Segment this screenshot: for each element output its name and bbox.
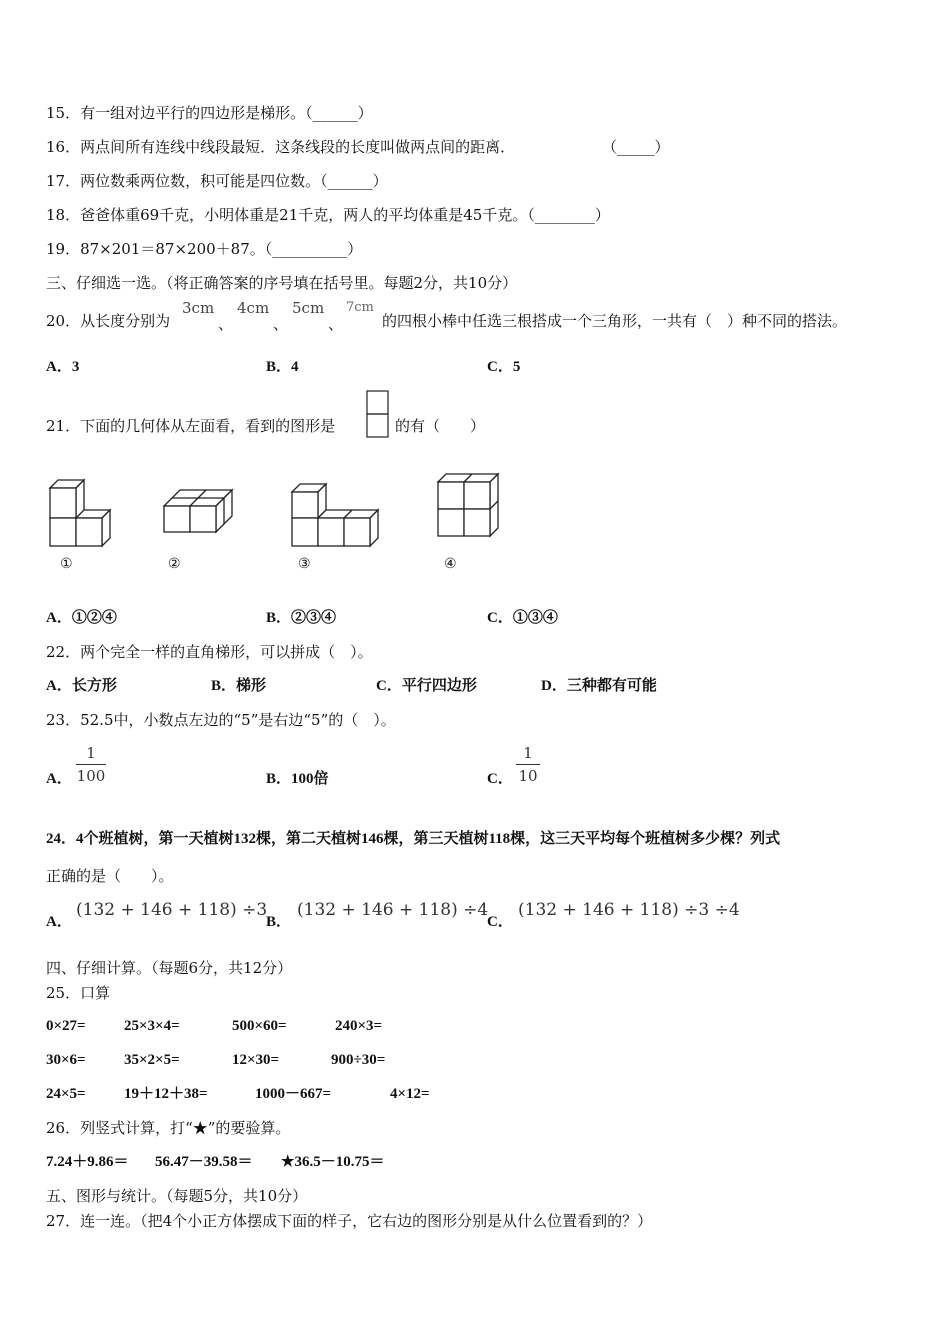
q26-item-1: 7.24＋9.86＝ bbox=[46, 1154, 129, 1170]
q24-expression-a: (132 + 146 + 118) ÷3 bbox=[76, 900, 268, 920]
section3-heading: 三、仔细选一选。（将正确答案的序号填在括号里。每题2分，共10分） bbox=[46, 274, 518, 292]
q21-option-b: B．②③④ bbox=[266, 610, 337, 626]
q20-length-4: 7cm bbox=[346, 300, 374, 315]
q20-option-c: C．5 bbox=[487, 359, 521, 375]
q20-length-1: 3cm bbox=[182, 299, 215, 317]
q20-length-2: 4cm bbox=[237, 299, 270, 317]
q24-expression-b: (132 + 146 + 118) ÷4 bbox=[297, 900, 489, 920]
q23-fraction-c bbox=[516, 744, 540, 785]
section5-heading: 五、图形与统计。（每题5分，共10分） bbox=[46, 1187, 308, 1205]
q21-figure-label-3: ③ bbox=[298, 556, 311, 572]
q21-figure-label-2: ② bbox=[168, 556, 181, 572]
q21-figure-label-4: ④ bbox=[444, 556, 457, 572]
q26-title: 26．列竖式计算，打“★”的要验算。 bbox=[46, 1119, 291, 1137]
q20-sep-1: 、 bbox=[218, 315, 234, 333]
q17: 17．两位数乘两位数，积可能是四位数。（______） bbox=[46, 172, 388, 190]
q25-cell: 0×27= bbox=[46, 1018, 86, 1034]
q25-cell: 12×30= bbox=[232, 1052, 280, 1068]
q23-fraction-c-numerator: 1 bbox=[523, 744, 533, 762]
q22-option-b: B．梯形 bbox=[211, 678, 267, 694]
q26-item-3: ★36.5－10.75＝ bbox=[281, 1154, 385, 1170]
section4-heading: 四、仔细计算。（每题6分，共12分） bbox=[46, 959, 293, 977]
q25-cell: 30×6= bbox=[46, 1052, 86, 1068]
q20-option-b: B．4 bbox=[266, 359, 299, 375]
q22-option-c: C．平行四边形 bbox=[376, 678, 477, 694]
q22-text: 22．两个完全一样的直角梯形，可以拼成（ ）。 bbox=[46, 643, 373, 661]
q20-suffix: 的四根小棒中任选三根搭成一个三角形，一共有（ ）种不同的搭法。 bbox=[382, 312, 848, 330]
q21-figure-4 bbox=[434, 470, 504, 540]
q23-fraction-a bbox=[76, 744, 106, 785]
q16-blank: （_____） bbox=[602, 138, 670, 156]
q25-cell: 240×3= bbox=[335, 1018, 383, 1034]
q21-figure-label-1: ① bbox=[60, 556, 73, 572]
q25-cell: 19＋12＋38= bbox=[124, 1086, 208, 1102]
q24-option-b: B． bbox=[266, 914, 292, 930]
q20-sep-2: 、 bbox=[273, 315, 289, 333]
q20-option-a: A．3 bbox=[46, 359, 80, 375]
q23-fraction-a-numerator: 1 bbox=[86, 744, 96, 762]
q21-option-a: A．①②④ bbox=[46, 610, 117, 626]
q26-item-2: 56.47－39.58＝ bbox=[155, 1154, 253, 1170]
q27-text: 27．连一连。（把4个小正方体摆成下面的样子，它右边的图形分别是从什么位置看到的？） bbox=[46, 1212, 653, 1230]
q20-prefix: 20．从长度分别为 bbox=[46, 312, 171, 330]
q21-figure-1 bbox=[44, 476, 114, 550]
q25-cell: 900÷30= bbox=[331, 1052, 386, 1068]
q24-option-c: C． bbox=[487, 914, 513, 930]
q18: 18．爸爸体重69千克，小明体重是21千克，两人的平均体重是45千克。（________） bbox=[46, 206, 610, 224]
q22-option-d: D．三种都有可能 bbox=[541, 678, 657, 694]
q24-line-2: 正确的是（ ）。 bbox=[46, 867, 174, 885]
q24-option-a: A． bbox=[46, 914, 72, 930]
q20-sep-3: 、 bbox=[328, 315, 344, 333]
q24-expression-c: (132 + 146 + 118) ÷3 ÷4 bbox=[518, 900, 740, 920]
q23-option-a: A． bbox=[46, 771, 72, 787]
q20-length-3: 5cm bbox=[292, 299, 325, 317]
q21-option-c: C．①③④ bbox=[487, 610, 558, 626]
q22-option-a: A．长方形 bbox=[46, 678, 117, 694]
q25-cell: 4×12= bbox=[390, 1086, 430, 1102]
q21-suffix: 的有（ ） bbox=[395, 417, 486, 435]
q25-title: 25．口算 bbox=[46, 984, 111, 1002]
q21-prefix: 21．下面的几何体从左面看，看到的图形是 bbox=[46, 417, 336, 435]
q25-cell: 24×5= bbox=[46, 1086, 86, 1102]
q25-cell: 500×60= bbox=[232, 1018, 287, 1034]
q21-figure-3 bbox=[288, 480, 382, 550]
q25-cell: 25×3×4= bbox=[124, 1018, 180, 1034]
q23-fraction-a-denominator: 100 bbox=[76, 767, 106, 785]
q21-figure-2 bbox=[160, 484, 240, 536]
q15: 15．有一组对边平行的四边形是梯形。（______） bbox=[46, 104, 373, 122]
q23-fraction-c-denominator: 10 bbox=[518, 767, 538, 785]
q21-view-shape bbox=[366, 390, 390, 440]
q23-text: 23．52.5中，小数点左边的“5”是右边“5”的（ ）。 bbox=[46, 711, 396, 729]
q24-line-1: 24．4个班植树，第一天植树132棵，第二天植树146棵，第三天植树118棵，这三天平均每个班植树多少棵？列式 bbox=[46, 831, 781, 847]
q16: 16．两点间所有连线中线段最短．这条线段的长度叫做两点间的距离． bbox=[46, 138, 516, 156]
q19: 19．87×201＝87×200＋87。（__________） bbox=[46, 240, 363, 258]
q25-cell: 1000－667= bbox=[255, 1086, 332, 1102]
q25-cell: 35×2×5= bbox=[124, 1052, 180, 1068]
q23-option-c: C． bbox=[487, 771, 513, 787]
q23-option-b: B．100倍 bbox=[266, 771, 329, 787]
